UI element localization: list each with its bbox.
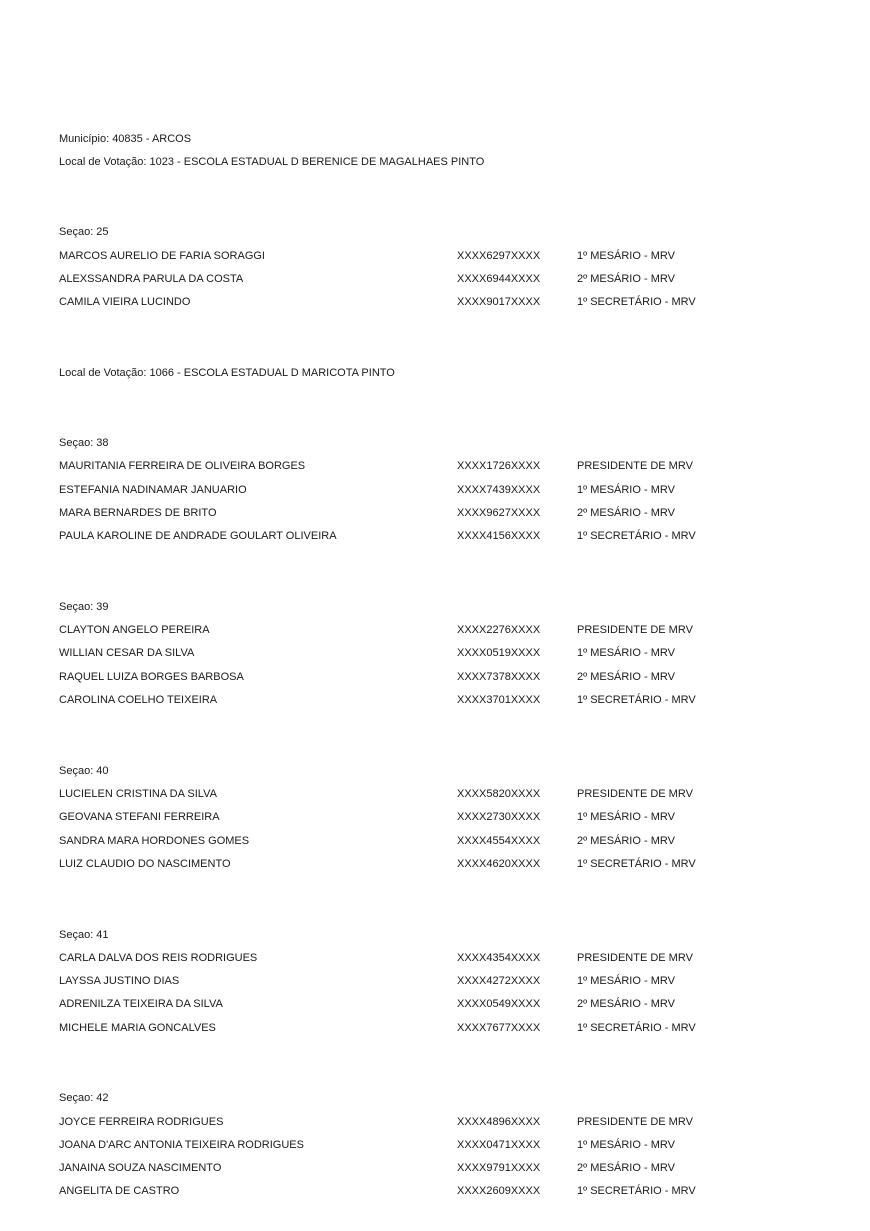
- role: PRESIDENTE DE MRV: [577, 952, 693, 964]
- document-id: XXXX6297XXXX: [457, 250, 541, 262]
- document-id: XXXX3701XXXX: [457, 694, 541, 706]
- role: 1º SECRETÁRIO - MRV: [577, 1185, 696, 1197]
- person-name: WILLIAN CESAR DA SILVA: [59, 647, 195, 659]
- person-name: JOANA D'ARC ANTONIA TEIXEIRA RODRIGUES: [59, 1139, 304, 1151]
- role: 1º MESÁRIO - MRV: [577, 1139, 675, 1151]
- person-name: LUIZ CLAUDIO DO NASCIMENTO: [59, 858, 231, 870]
- table-row: [59, 693, 819, 707]
- role: 1º SECRETÁRIO - MRV: [577, 530, 696, 542]
- person-name: JOYCE FERREIRA RODRIGUES: [59, 1116, 224, 1128]
- role: PRESIDENTE DE MRV: [577, 788, 693, 800]
- document-id: XXXX9017XXXX: [457, 296, 541, 308]
- role: PRESIDENTE DE MRV: [577, 460, 693, 472]
- role: 1º SECRETÁRIO - MRV: [577, 694, 696, 706]
- person-name: ADRENILZA TEIXEIRA DA SILVA: [59, 998, 223, 1010]
- role: 2º MESÁRIO - MRV: [577, 507, 675, 519]
- table-row: [59, 623, 819, 637]
- person-name: LAYSSA JUSTINO DIAS: [59, 975, 180, 987]
- table-row: [59, 997, 819, 1011]
- section-label: Seçao: 41: [59, 929, 109, 941]
- document-id: XXXX4620XXXX: [457, 858, 541, 870]
- document-id: XXXX0549XXXX: [457, 998, 541, 1010]
- document-id: XXXX4554XXXX: [457, 835, 541, 847]
- role: 2º MESÁRIO - MRV: [577, 273, 675, 285]
- table-row: [59, 506, 819, 520]
- role: 1º SECRETÁRIO - MRV: [577, 1022, 696, 1034]
- person-name: SANDRA MARA HORDONES GOMES: [59, 835, 250, 847]
- table-row: [59, 1138, 819, 1152]
- role: 1º SECRETÁRIO - MRV: [577, 296, 696, 308]
- role: 2º MESÁRIO - MRV: [577, 835, 675, 847]
- role: 1º MESÁRIO - MRV: [577, 975, 675, 987]
- document-id: XXXX4354XXXX: [457, 952, 541, 964]
- document-id: XXXX7677XXXX: [457, 1022, 541, 1034]
- person-name: CAMILA VIEIRA LUCINDO: [59, 296, 191, 308]
- document-id: XXXX5820XXXX: [457, 788, 541, 800]
- section-label: Seçao: 38: [59, 437, 109, 449]
- table-row: [59, 529, 819, 543]
- document-id: XXXX2609XXXX: [457, 1185, 541, 1197]
- municipio-line: Município: 40835 - ARCOS: [59, 133, 192, 145]
- table-row: [59, 974, 819, 988]
- role: 2º MESÁRIO - MRV: [577, 998, 675, 1010]
- person-name: CLAYTON ANGELO PEREIRA: [59, 624, 210, 636]
- section-label: Seçao: 42: [59, 1092, 109, 1104]
- local-votacao-line: Local de Votação: 1066 - ESCOLA ESTADUAL D MARICOTA PINTO: [59, 367, 395, 379]
- table-row: [59, 272, 819, 286]
- document-id: XXXX2276XXXX: [457, 624, 541, 636]
- section-label: Seçao: 40: [59, 765, 109, 777]
- document-id: XXXX4272XXXX: [457, 975, 541, 987]
- role: 1º MESÁRIO - MRV: [577, 250, 675, 262]
- person-name: JANAINA SOUZA NASCIMENTO: [59, 1162, 222, 1174]
- table-row: [59, 810, 819, 824]
- document-id: XXXX4156XXXX: [457, 530, 541, 542]
- table-row: [59, 646, 819, 660]
- local-votacao-line: Local de Votação: 1023 - ESCOLA ESTADUAL D BERENICE DE MAGALHAES PINTO: [59, 156, 485, 168]
- table-row: [59, 483, 819, 497]
- document-id: XXXX7439XXXX: [457, 484, 541, 496]
- person-name: PAULA KAROLINE DE ANDRADE GOULART OLIVEIRA: [59, 530, 337, 542]
- role: 1º MESÁRIO - MRV: [577, 811, 675, 823]
- document-id: XXXX6944XXXX: [457, 273, 541, 285]
- role: 1º SECRETÁRIO - MRV: [577, 858, 696, 870]
- document-id: XXXX7378XXXX: [457, 671, 541, 683]
- person-name: MARA BERNARDES DE BRITO: [59, 507, 217, 519]
- table-row: [59, 787, 819, 801]
- table-row: [59, 857, 819, 871]
- section-label: Seçao: 25: [59, 226, 109, 238]
- document-id: XXXX0519XXXX: [457, 647, 541, 659]
- document-id: XXXX0471XXXX: [457, 1139, 541, 1151]
- person-name: RAQUEL LUIZA BORGES BARBOSA: [59, 671, 244, 683]
- document-id: XXXX4896XXXX: [457, 1116, 541, 1128]
- section-label: Seçao: 39: [59, 601, 109, 613]
- role: 1º MESÁRIO - MRV: [577, 647, 675, 659]
- person-name: ANGELITA DE CASTRO: [59, 1185, 180, 1197]
- document-id: XXXX9627XXXX: [457, 507, 541, 519]
- person-name: LUCIELEN CRISTINA DA SILVA: [59, 788, 217, 800]
- table-row: [59, 951, 819, 965]
- table-row: [59, 1184, 819, 1198]
- document-id: XXXX2730XXXX: [457, 811, 541, 823]
- table-row: [59, 1161, 819, 1175]
- person-name: ALEXSSANDRA PARULA DA COSTA: [59, 273, 244, 285]
- role: 1º MESÁRIO - MRV: [577, 484, 675, 496]
- table-row: [59, 249, 819, 263]
- person-name: MARCOS AURELIO DE FARIA SORAGGI: [59, 250, 265, 262]
- table-row: [59, 834, 819, 848]
- person-name: GEOVANA STEFANI FERREIRA: [59, 811, 220, 823]
- document-id: XXXX1726XXXX: [457, 460, 541, 472]
- table-row: [59, 670, 819, 684]
- person-name: MAURITANIA FERREIRA DE OLIVEIRA BORGES: [59, 460, 306, 472]
- table-row: [59, 459, 819, 473]
- table-row: [59, 1021, 819, 1035]
- role: 2º MESÁRIO - MRV: [577, 1162, 675, 1174]
- person-name: CAROLINA COELHO TEIXEIRA: [59, 694, 218, 706]
- table-row: [59, 295, 819, 309]
- role: PRESIDENTE DE MRV: [577, 1116, 693, 1128]
- person-name: ESTEFANIA NADINAMAR JANUARIO: [59, 484, 247, 496]
- table-row: [59, 1115, 819, 1129]
- role: 2º MESÁRIO - MRV: [577, 671, 675, 683]
- document-id: XXXX9791XXXX: [457, 1162, 541, 1174]
- role: PRESIDENTE DE MRV: [577, 624, 693, 636]
- person-name: CARLA DALVA DOS REIS RODRIGUES: [59, 952, 258, 964]
- person-name: MICHELE MARIA GONCALVES: [59, 1022, 216, 1034]
